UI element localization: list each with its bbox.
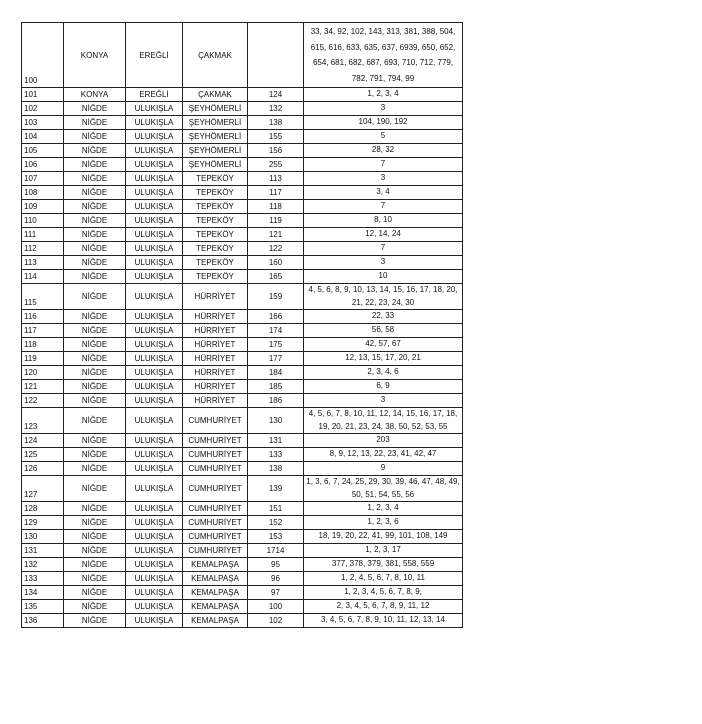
neighborhood-cell: TEPEKÖY	[183, 186, 248, 200]
table-row	[22, 256, 463, 270]
neighborhood-cell: HÜRRİYET	[183, 380, 248, 394]
block-cell: 122	[248, 242, 304, 256]
row-number-cell: 132	[22, 558, 64, 572]
row-number-cell: 114	[22, 270, 64, 284]
parcel-numbers-cell: 8, 10	[304, 214, 463, 228]
parcel-list-sheet	[21, 22, 463, 628]
province-cell: KONYA	[64, 88, 126, 102]
table-row	[22, 448, 463, 462]
parcel-numbers-cell: 3	[304, 102, 463, 116]
block-cell: 255	[248, 158, 304, 172]
block-cell: 113	[248, 172, 304, 186]
block-cell: 152	[248, 516, 304, 530]
parcel-numbers-cell: 377, 378, 379, 381, 558, 559	[304, 558, 463, 572]
neighborhood-cell: CUMHURİYET	[183, 448, 248, 462]
block-cell: 186	[248, 394, 304, 408]
table-row	[22, 380, 463, 394]
parcel-numbers-cell: 3, 4, 5, 6, 7, 8, 9, 10, 11, 12, 13, 14	[304, 614, 463, 628]
province-cell: NİĞDE	[64, 310, 126, 324]
province-cell: NİĞDE	[64, 270, 126, 284]
district-cell: ULUKIŞLA	[126, 284, 183, 310]
neighborhood-cell: KEMALPAŞA	[183, 600, 248, 614]
district-cell: ULUKIŞLA	[126, 172, 183, 186]
parcel-numbers-cell: 2, 3, 4, 5, 6, 7, 8, 9, 11, 12	[304, 600, 463, 614]
table-row	[22, 88, 463, 102]
neighborhood-cell: KEMALPAŞA	[183, 558, 248, 572]
table-row	[22, 572, 463, 586]
block-cell: 97	[248, 586, 304, 600]
row-number-cell: 109	[22, 200, 64, 214]
parcel-numbers-cell: 1, 2, 3, 4	[304, 88, 463, 102]
district-cell: ULUKIŞLA	[126, 186, 183, 200]
district-cell: ULUKIŞLA	[126, 544, 183, 558]
province-cell: NİĞDE	[64, 102, 126, 116]
district-cell: ULUKIŞLA	[126, 394, 183, 408]
province-cell: NİĞDE	[64, 614, 126, 628]
block-cell: 119	[248, 214, 304, 228]
province-cell: NİĞDE	[64, 544, 126, 558]
province-cell: NİĞDE	[64, 284, 126, 310]
province-cell: NİĞDE	[64, 200, 126, 214]
district-cell: ULUKIŞLA	[126, 270, 183, 284]
block-cell: 155	[248, 130, 304, 144]
neighborhood-cell: ŞEYHÖMERLİ	[183, 102, 248, 116]
district-cell: ULUKIŞLA	[126, 116, 183, 130]
block-cell: 117	[248, 186, 304, 200]
parcel-numbers-cell: 1, 2, 4, 5, 6, 7, 8, 10, 11	[304, 572, 463, 586]
district-cell: ULUKIŞLA	[126, 256, 183, 270]
province-cell: NİĞDE	[64, 172, 126, 186]
parcel-numbers-cell: 3	[304, 172, 463, 186]
block-cell: 175	[248, 338, 304, 352]
district-cell: ULUKIŞLA	[126, 572, 183, 586]
block-cell: 102	[248, 614, 304, 628]
district-cell: ULUKIŞLA	[126, 144, 183, 158]
row-number-cell: 136	[22, 614, 64, 628]
neighborhood-cell: TEPEKÖY	[183, 256, 248, 270]
neighborhood-cell: HÜRRİYET	[183, 394, 248, 408]
block-cell: 1714	[248, 544, 304, 558]
table-row	[22, 158, 463, 172]
block-cell: 160	[248, 256, 304, 270]
neighborhood-cell: ŞEYHÖMERLİ	[183, 158, 248, 172]
district-cell: ULUKIŞLA	[126, 476, 183, 502]
table-row	[22, 352, 463, 366]
neighborhood-cell: TEPEKÖY	[183, 200, 248, 214]
province-cell: NİĞDE	[64, 380, 126, 394]
province-cell: NİĞDE	[64, 448, 126, 462]
row-number-cell: 122	[22, 394, 64, 408]
table-row	[22, 408, 463, 434]
parcel-numbers-cell: 12, 14, 24	[304, 228, 463, 242]
row-number-cell: 116	[22, 310, 64, 324]
district-cell: ULUKIŞLA	[126, 516, 183, 530]
district-cell: ULUKIŞLA	[126, 614, 183, 628]
row-number-cell: 105	[22, 144, 64, 158]
district-cell: ULUKIŞLA	[126, 102, 183, 116]
province-cell: NİĞDE	[64, 352, 126, 366]
parcel-numbers-cell: 5	[304, 130, 463, 144]
district-cell: ULUKIŞLA	[126, 530, 183, 544]
neighborhood-cell: HÜRRİYET	[183, 284, 248, 310]
table-row	[22, 102, 463, 116]
row-number-cell: 119	[22, 352, 64, 366]
neighborhood-cell: TEPEKÖY	[183, 214, 248, 228]
neighborhood-cell: TEPEKÖY	[183, 228, 248, 242]
neighborhood-cell: CUMHURİYET	[183, 516, 248, 530]
block-cell: 153	[248, 530, 304, 544]
province-cell: NİĞDE	[64, 558, 126, 572]
table-row	[22, 462, 463, 476]
row-number-cell: 131	[22, 544, 64, 558]
neighborhood-cell: CUMHURİYET	[183, 476, 248, 502]
district-cell: ULUKIŞLA	[126, 352, 183, 366]
province-cell: NİĞDE	[64, 394, 126, 408]
neighborhood-cell: ÇAKMAK	[183, 23, 248, 88]
province-cell: KONYA	[64, 23, 126, 88]
table-row	[22, 144, 463, 158]
province-cell: NİĞDE	[64, 366, 126, 380]
block-cell: 121	[248, 228, 304, 242]
row-number-cell: 127	[22, 476, 64, 502]
row-number-cell: 101	[22, 88, 64, 102]
neighborhood-cell: CUMHURİYET	[183, 530, 248, 544]
district-cell: ULUKIŞLA	[126, 434, 183, 448]
block-cell	[248, 23, 304, 88]
parcel-numbers-cell: 10	[304, 270, 463, 284]
row-number-cell: 133	[22, 572, 64, 586]
district-cell: ULUKIŞLA	[126, 338, 183, 352]
district-cell: ULUKIŞLA	[126, 380, 183, 394]
block-cell: 138	[248, 462, 304, 476]
table-row	[22, 366, 463, 380]
province-cell: NİĞDE	[64, 434, 126, 448]
neighborhood-cell: ŞEYHÖMERLİ	[183, 144, 248, 158]
table-row	[22, 23, 463, 88]
parcel-numbers-cell: 1, 2, 3, 17	[304, 544, 463, 558]
province-cell: NİĞDE	[64, 214, 126, 228]
table-row	[22, 242, 463, 256]
neighborhood-cell: HÜRRİYET	[183, 310, 248, 324]
parcel-numbers-cell: 18, 19, 20, 22, 41, 99, 101, 108, 149	[304, 530, 463, 544]
table-row	[22, 324, 463, 338]
neighborhood-cell: CUMHURİYET	[183, 462, 248, 476]
neighborhood-cell: HÜRRİYET	[183, 338, 248, 352]
row-number-cell: 117	[22, 324, 64, 338]
province-cell: NİĞDE	[64, 324, 126, 338]
parcel-numbers-cell: 2, 3, 4, 6	[304, 366, 463, 380]
province-cell: NİĞDE	[64, 408, 126, 434]
province-cell: NİĞDE	[64, 228, 126, 242]
district-cell: ULUKIŞLA	[126, 586, 183, 600]
neighborhood-cell: TEPEKÖY	[183, 242, 248, 256]
district-cell: ULUKIŞLA	[126, 502, 183, 516]
block-cell: 130	[248, 408, 304, 434]
table-row	[22, 214, 463, 228]
district-cell: ULUKIŞLA	[126, 324, 183, 338]
province-cell: NİĞDE	[64, 256, 126, 270]
table-row	[22, 338, 463, 352]
province-cell: NİĞDE	[64, 516, 126, 530]
neighborhood-cell: TEPEKÖY	[183, 270, 248, 284]
table-row	[22, 130, 463, 144]
block-cell: 100	[248, 600, 304, 614]
row-number-cell: 106	[22, 158, 64, 172]
parcel-numbers-cell: 3	[304, 256, 463, 270]
row-number-cell: 102	[22, 102, 64, 116]
row-number-cell: 111	[22, 228, 64, 242]
parcel-numbers-cell: 7	[304, 158, 463, 172]
row-number-cell: 108	[22, 186, 64, 200]
row-number-cell: 113	[22, 256, 64, 270]
table-row	[22, 614, 463, 628]
row-number-cell: 103	[22, 116, 64, 130]
row-number-cell: 121	[22, 380, 64, 394]
parcel-numbers-cell: 8, 9, 12, 13, 22, 23, 41, 42, 47	[304, 448, 463, 462]
province-cell: NİĞDE	[64, 600, 126, 614]
table-row	[22, 544, 463, 558]
block-cell: 159	[248, 284, 304, 310]
neighborhood-cell: ŞEYHÖMERLİ	[183, 130, 248, 144]
block-cell: 95	[248, 558, 304, 572]
block-cell: 174	[248, 324, 304, 338]
parcel-numbers-cell: 3, 4	[304, 186, 463, 200]
parcel-numbers-cell: 3	[304, 394, 463, 408]
block-cell: 96	[248, 572, 304, 586]
district-cell: ULUKIŞLA	[126, 158, 183, 172]
neighborhood-cell: KEMALPAŞA	[183, 572, 248, 586]
district-cell: ULUKIŞLA	[126, 228, 183, 242]
parcel-numbers-cell: 42, 57, 67	[304, 338, 463, 352]
province-cell: NİĞDE	[64, 242, 126, 256]
table-row	[22, 516, 463, 530]
neighborhood-cell: CUMHURİYET	[183, 502, 248, 516]
parcel-table	[21, 22, 463, 628]
block-cell: 165	[248, 270, 304, 284]
parcel-numbers-cell: 9	[304, 462, 463, 476]
block-cell: 118	[248, 200, 304, 214]
row-number-cell: 104	[22, 130, 64, 144]
province-cell: NİĞDE	[64, 530, 126, 544]
table-row	[22, 394, 463, 408]
block-cell: 124	[248, 88, 304, 102]
row-number-cell: 134	[22, 586, 64, 600]
table-row	[22, 270, 463, 284]
row-number-cell: 125	[22, 448, 64, 462]
row-number-cell: 129	[22, 516, 64, 530]
parcel-numbers-cell: 203	[304, 434, 463, 448]
parcel-numbers-cell: 7	[304, 242, 463, 256]
parcel-numbers-cell: 12, 13, 15, 17, 20, 21	[304, 352, 463, 366]
district-cell: ULUKIŞLA	[126, 408, 183, 434]
table-row	[22, 586, 463, 600]
row-number-cell: 120	[22, 366, 64, 380]
neighborhood-cell: HÜRRİYET	[183, 324, 248, 338]
table-row	[22, 116, 463, 130]
block-cell: 177	[248, 352, 304, 366]
district-cell: EREĞLİ	[126, 88, 183, 102]
table-row	[22, 284, 463, 310]
block-cell: 166	[248, 310, 304, 324]
district-cell: ULUKIŞLA	[126, 558, 183, 572]
neighborhood-cell: ÇAKMAK	[183, 88, 248, 102]
parcel-numbers-cell: 33, 34, 92, 102, 143, 313, 381, 388, 504, 615, 616, 633, 635, 637, 6939, 650, 652, 654, 681, 682, 687, 693, 710, 712, 779, 782, 791, 794, 99	[304, 23, 463, 88]
province-cell: NİĞDE	[64, 462, 126, 476]
block-cell: 151	[248, 502, 304, 516]
table-row	[22, 310, 463, 324]
table-row	[22, 558, 463, 572]
neighborhood-cell: TEPEKÖY	[183, 172, 248, 186]
table-row	[22, 434, 463, 448]
parcel-numbers-cell: 22, 33	[304, 310, 463, 324]
province-cell: NİĞDE	[64, 158, 126, 172]
parcel-numbers-cell: 4, 5, 6, 8, 9, 10, 13, 14, 15, 16, 17, 18, 20, 21, 22, 23, 24, 30	[304, 284, 463, 310]
district-cell: ULUKIŞLA	[126, 242, 183, 256]
province-cell: NİĞDE	[64, 586, 126, 600]
block-cell: 138	[248, 116, 304, 130]
province-cell: NİĞDE	[64, 130, 126, 144]
parcel-numbers-cell: 7	[304, 200, 463, 214]
province-cell: NİĞDE	[64, 186, 126, 200]
parcel-numbers-cell: 56, 58	[304, 324, 463, 338]
district-cell: ULUKIŞLA	[126, 366, 183, 380]
parcel-numbers-cell: 4, 5, 6, 7, 8, 10, 11, 12, 14, 15, 16, 17, 18, 19, 20, 21, 23, 24, 38, 50, 52, 53, 55	[304, 408, 463, 434]
row-number-cell: 126	[22, 462, 64, 476]
neighborhood-cell: KEMALPAŞA	[183, 614, 248, 628]
table-row	[22, 600, 463, 614]
table-row	[22, 228, 463, 242]
neighborhood-cell: CUMHURİYET	[183, 544, 248, 558]
parcel-numbers-cell: 104, 190, 192	[304, 116, 463, 130]
row-number-cell: 123	[22, 408, 64, 434]
district-cell: ULUKIŞLA	[126, 200, 183, 214]
district-cell: EREĞLİ	[126, 23, 183, 88]
row-number-cell: 128	[22, 502, 64, 516]
district-cell: ULUKIŞLA	[126, 130, 183, 144]
block-cell: 185	[248, 380, 304, 394]
block-cell: 139	[248, 476, 304, 502]
district-cell: ULUKIŞLA	[126, 462, 183, 476]
district-cell: ULUKIŞLA	[126, 214, 183, 228]
parcel-numbers-cell: 1, 2, 3, 4, 5, 6, 7, 8, 9,	[304, 586, 463, 600]
table-row	[22, 172, 463, 186]
row-number-cell: 112	[22, 242, 64, 256]
province-cell: NİĞDE	[64, 116, 126, 130]
neighborhood-cell: CUMHURİYET	[183, 434, 248, 448]
block-cell: 184	[248, 366, 304, 380]
province-cell: NİĞDE	[64, 144, 126, 158]
province-cell: NİĞDE	[64, 502, 126, 516]
row-number-cell: 115	[22, 284, 64, 310]
row-number-cell: 130	[22, 530, 64, 544]
parcel-numbers-cell: 1, 3, 6, 7, 24, 25, 29, 30, 39, 46, 47, 48, 49, 50, 51, 54, 55, 56	[304, 476, 463, 502]
parcel-numbers-cell: 1, 2, 3, 4	[304, 502, 463, 516]
block-cell: 133	[248, 448, 304, 462]
district-cell: ULUKIŞLA	[126, 310, 183, 324]
block-cell: 131	[248, 434, 304, 448]
neighborhood-cell: CUMHURİYET	[183, 408, 248, 434]
neighborhood-cell: ŞEYHÖMERLİ	[183, 116, 248, 130]
row-number-cell: 100	[22, 23, 64, 88]
table-row	[22, 186, 463, 200]
row-number-cell: 124	[22, 434, 64, 448]
row-number-cell: 118	[22, 338, 64, 352]
block-cell: 156	[248, 144, 304, 158]
table-row	[22, 476, 463, 502]
province-cell: NİĞDE	[64, 476, 126, 502]
row-number-cell: 135	[22, 600, 64, 614]
row-number-cell: 107	[22, 172, 64, 186]
district-cell: ULUKIŞLA	[126, 448, 183, 462]
neighborhood-cell: HÜRRİYET	[183, 366, 248, 380]
parcel-numbers-cell: 6, 9	[304, 380, 463, 394]
block-cell: 132	[248, 102, 304, 116]
table-row	[22, 200, 463, 214]
parcel-numbers-cell: 28, 32	[304, 144, 463, 158]
row-number-cell: 110	[22, 214, 64, 228]
table-row	[22, 502, 463, 516]
province-cell: NİĞDE	[64, 338, 126, 352]
neighborhood-cell: HÜRRİYET	[183, 352, 248, 366]
neighborhood-cell: KEMALPAŞA	[183, 586, 248, 600]
province-cell: NİĞDE	[64, 572, 126, 586]
parcel-numbers-cell: 1, 2, 3, 6	[304, 516, 463, 530]
table-row	[22, 530, 463, 544]
district-cell: ULUKIŞLA	[126, 600, 183, 614]
parcel-table-body	[22, 23, 463, 628]
